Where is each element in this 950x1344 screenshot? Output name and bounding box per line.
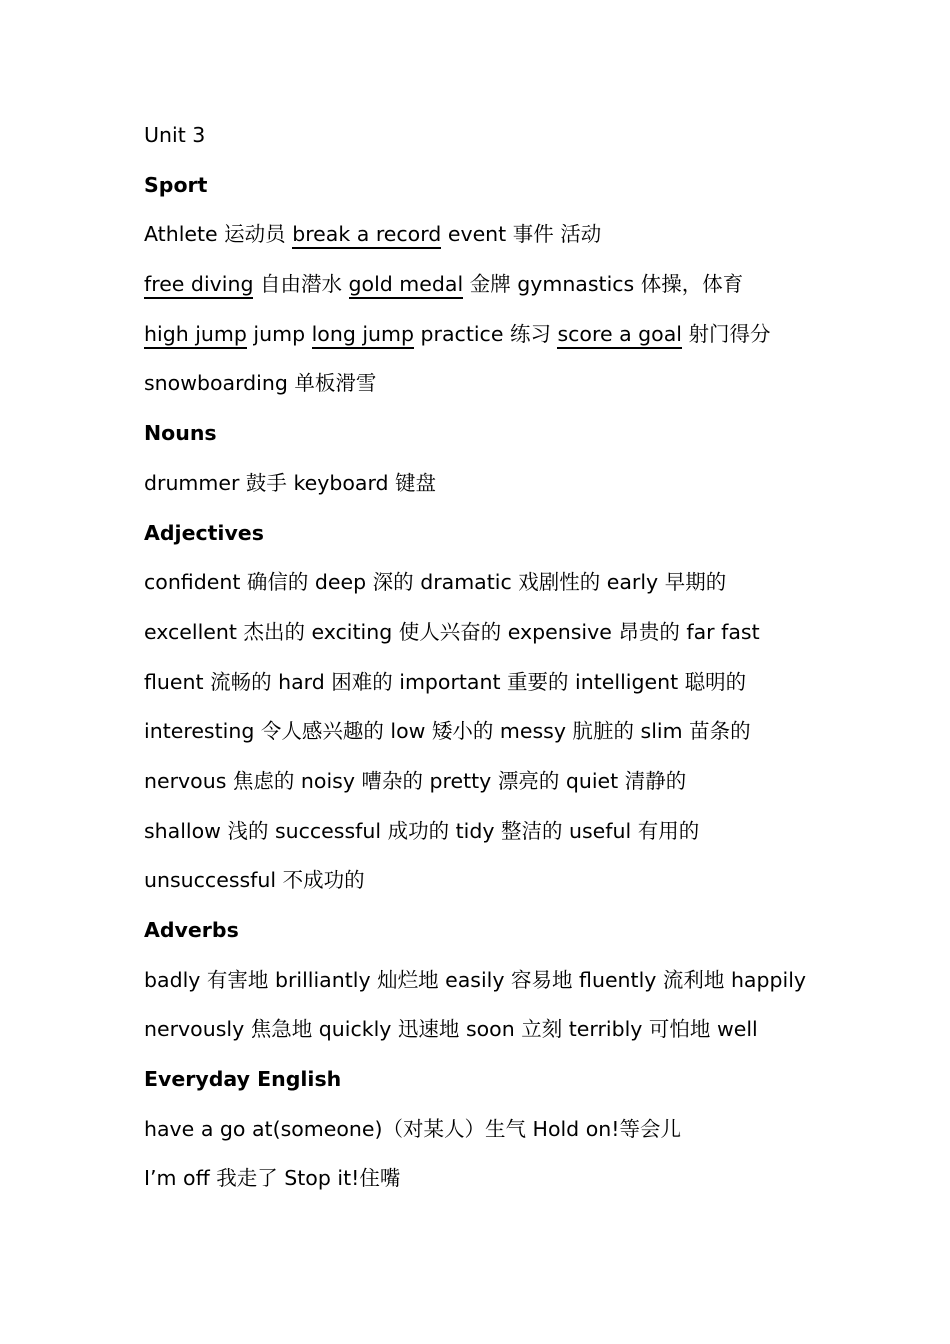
sport-line-2-b: 自由潜水 — [253, 272, 349, 297]
sport-line-4: snowboarding 单板滑雪 — [144, 371, 377, 396]
adjectives-line: nervous 焦虑的 noisy 嘈杂的 pretty 漂亮的 quiet 清静的 — [144, 768, 687, 793]
adverbs-line: badly 有害地 brilliantly 灿烂地 easily 容易地 fluently 流利地 happily — [144, 967, 807, 992]
adjectives-line: unsuccessful 不成功的 — [144, 868, 365, 893]
underlined-phrase-high-jump: high jump — [144, 322, 247, 349]
adjectives-line: shallow 浅的 successful 成功的 tidy 整洁的 useful 有用的 — [144, 818, 700, 843]
adjectives-line: interesting 令人感兴趣的 low 矮小的 messy 肮脏的 slim 苗条的 — [144, 719, 751, 744]
sport-line-2-d: 金牌 gymnastics 体操，体育 — [463, 272, 744, 297]
adjectives-line: excellent 杰出的 exciting 使人兴奋的 expensive 昂贵的 far fast — [144, 619, 760, 644]
everyday-english-line: have a go at(someone)（对某人）生气 Hold on!等会儿 — [144, 1116, 681, 1141]
adverbs-line: nervously 焦急地 quickly 迅速地 soon 立刻 terribly 可怕地 well — [144, 1017, 758, 1042]
sport-line-2 — [144, 267, 844, 317]
document-page — [144, 118, 844, 1211]
section-heading-adjectives: Adjectives — [144, 520, 264, 545]
underlined-phrase-score-a-goal: score a goal — [557, 322, 682, 349]
sport-line-3-b: jump — [246, 321, 312, 346]
everyday-english-line: I’m off 我走了 Stop it!住嘴 — [144, 1166, 401, 1191]
adjectives-line: confident 确信的 deep 深的 dramatic 戏剧性的 early 早期的 — [144, 570, 727, 595]
sport-line-3-f: 射门得分 — [681, 321, 771, 346]
section-heading-sport: Sport — [144, 172, 208, 197]
underlined-phrase-long-jump: long jump — [312, 322, 414, 349]
sport-line-3 — [144, 317, 844, 367]
section-heading-adverbs: Adverbs — [144, 918, 239, 942]
underlined-phrase-break-a-record: break a record — [292, 222, 441, 249]
sport-line-3-d: practice 练习 — [414, 321, 558, 346]
sport-line-1-c: event 事件 活动 — [441, 222, 602, 247]
adjectives-line: fluent 流畅的 hard 困难的 important 重要的 intelligent 聪明的 — [144, 669, 747, 694]
section-heading-everyday-english: Everyday English — [144, 1067, 342, 1092]
sport-line-1-a: Athlete 运动员 — [144, 222, 293, 247]
section-heading-nouns: Nouns — [144, 421, 217, 446]
underlined-phrase-free-diving: free diving — [144, 272, 253, 299]
unit-title: Unit 3 — [144, 123, 206, 147]
underlined-phrase-gold-medal: gold medal — [349, 272, 464, 299]
sport-line-1 — [144, 217, 844, 267]
nouns-line-1: drummer 鼓手 keyboard 键盘 — [144, 470, 437, 495]
